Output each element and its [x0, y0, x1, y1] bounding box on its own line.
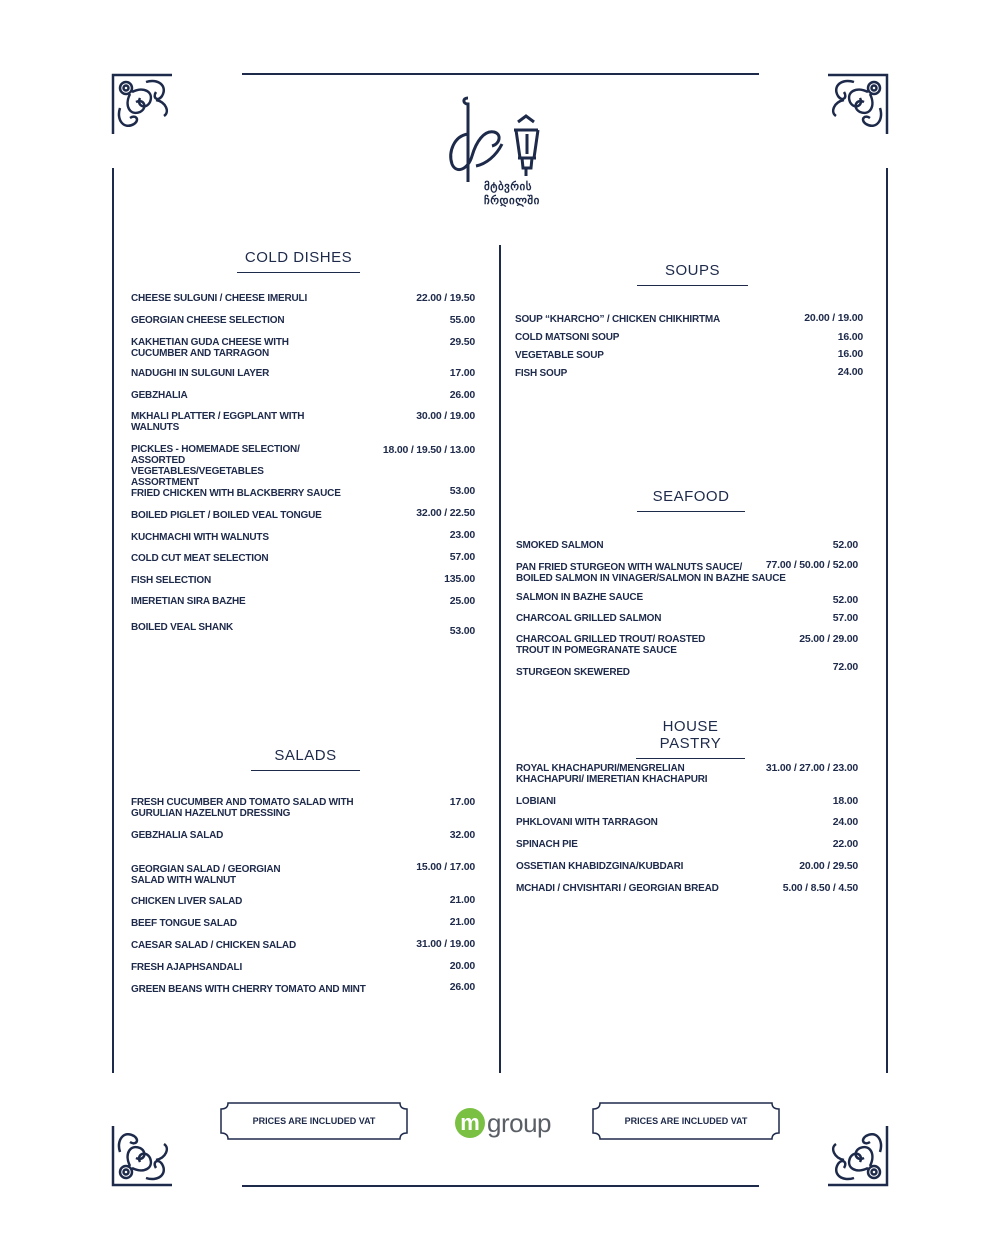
list-item: CHICKEN LIVER SALAD [131, 896, 243, 907]
mgroup-logo [455, 1106, 551, 1140]
lantern-logo-icon [446, 94, 556, 184]
list-item: FRIED CHICKEN WITH BLACKBERRY SAUCE [131, 488, 341, 499]
list-item: BOILED PIGLET / BOILED VEAL TONGUE [131, 510, 322, 521]
section-title-house-pastry: HOUSE PASTRY [636, 718, 745, 759]
list-item: BOILED VEAL SHANK [131, 622, 233, 633]
item-price: 15.00 / 17.00 [416, 861, 475, 873]
item-price: 26.00 [449, 389, 475, 401]
list-item: COLD CUT MEAT SELECTION [131, 553, 269, 564]
item-price: 21.00 [449, 916, 475, 928]
item-price: 20.00 / 29.50 [799, 860, 858, 872]
list-item: VEGETABLE SOUP [515, 350, 604, 361]
list-item: PICKLES - HOMEMADE SELECTION/ ASSORTED VEGETABLES/VEGETABLES ASSORTMENT [131, 444, 300, 488]
list-item: ROYAL KHACHAPURI/MENGRELIAN KHACHAPURI/ IMERETIAN KHACHAPURI [516, 763, 708, 785]
list-item: NADUGHI IN SULGUNI LAYER [131, 368, 270, 379]
list-item: FISH SELECTION [131, 575, 211, 586]
bottom-divider [242, 1185, 759, 1187]
item-price: 32.00 / 22.50 [416, 507, 475, 519]
item-price: 22.00 [832, 838, 858, 850]
vat-notice-left [220, 1102, 408, 1140]
corner-ornament-icon [110, 72, 174, 136]
item-price: 17.00 [449, 367, 475, 379]
vat-notice-right [592, 1102, 780, 1140]
list-item: FRESH AJAPHSANDALI [131, 962, 243, 973]
list-item: CHEESE SULGUNI / CHEESE IMERULI [131, 293, 308, 304]
item-price: 23.00 [449, 529, 475, 541]
item-price: 24.00 [832, 816, 858, 828]
item-price: 52.00 [832, 594, 858, 606]
item-price: 16.00 [837, 348, 863, 360]
list-item: GEORGIAN SALAD / GEORGIAN SALAD WITH WALNUT [131, 864, 281, 886]
item-price: 77.00 / 50.00 / 52.00 [765, 559, 858, 571]
list-item: MKHALI PLATTER / EGGPLANT WITH WALNUTS [131, 411, 305, 433]
list-item: PHKLOVANI WITH TARRAGON [516, 817, 658, 828]
list-item-continued: BOILED SALMON IN VINAGER/SALMON IN BAZHE SAUCE [516, 573, 786, 584]
item-price: 21.00 [449, 894, 475, 906]
center-divider [499, 245, 501, 1073]
corner-ornament-icon [110, 1124, 174, 1188]
list-item: OSSETIAN KHABIDZGINA/KUBDARI [516, 861, 684, 872]
item-price: 20.00 [449, 960, 475, 972]
list-item: COLD MATSONI SOUP [515, 332, 620, 343]
logo-text-line1: მტბვრის [484, 181, 532, 193]
section-title-soups: SOUPS [637, 262, 748, 286]
item-price: 52.00 [832, 539, 858, 551]
list-item: GREEN BEANS WITH CHERRY TOMATO AND MINT [131, 984, 366, 995]
item-price: 57.00 [449, 551, 475, 563]
item-price: 16.00 [837, 331, 863, 343]
list-item: CHARCOAL GRILLED TROUT/ ROASTED TROUT IN POMEGRANATE SAUCE [516, 634, 706, 656]
list-item: SMOKED SALMON [516, 540, 604, 551]
item-price: 17.00 [449, 796, 475, 808]
item-price: 31.00 / 27.00 / 23.00 [765, 762, 858, 774]
list-item: PAN FRIED STURGEON WITH WALNUTS SAUCE/ [516, 562, 743, 573]
logo-text-line2: ჩრდილში [484, 195, 540, 207]
left-border [112, 168, 114, 1073]
top-divider [242, 73, 759, 75]
item-price: 31.00 / 19.00 [416, 938, 475, 950]
list-item: SPINACH PIE [516, 839, 578, 850]
list-item: IMERETIAN SIRA BAZHE [131, 596, 246, 607]
mgroup-logo-text: group [487, 1107, 551, 1138]
right-border [886, 168, 888, 1073]
list-item: MCHADI / CHVISHTARI / GEORGIAN BREAD [516, 883, 719, 894]
section-title-cold-dishes: COLD DISHES [237, 249, 360, 273]
item-price: 25.00 / 29.00 [799, 633, 858, 645]
list-item: SALMON IN BAZHE SAUCE [516, 592, 643, 603]
item-price: 53.00 [449, 485, 475, 497]
item-price: 18.00 [832, 795, 858, 807]
list-item: KAKHETIAN GUDA CHEESE WITH CUCUMBER AND TARRAGON [131, 337, 289, 359]
vat-notice-text: PRICES ARE INCLUDED VAT [624, 1116, 748, 1126]
corner-ornament-icon [826, 1124, 890, 1188]
list-item: GEBZHALIA [131, 390, 188, 401]
list-item: CHARCOAL GRILLED SALMON [516, 613, 662, 624]
list-item: STURGEON SKEWERED [516, 667, 630, 678]
list-item: GEBZHALIA SALAD [131, 830, 224, 841]
item-price: 22.00 / 19.50 [416, 292, 475, 304]
list-item: GEORGIAN CHEESE SELECTION [131, 315, 285, 326]
item-price: 72.00 [832, 661, 858, 673]
section-title-salads: SALADS [251, 747, 360, 771]
item-price: 26.00 [449, 981, 475, 993]
item-price: 32.00 [449, 829, 475, 841]
vat-notice-text: PRICES ARE INCLUDED VAT [252, 1116, 376, 1126]
list-item: BEEF TONGUE SALAD [131, 918, 237, 929]
item-price: 55.00 [449, 314, 475, 326]
item-price: 18.00 / 19.50 / 13.00 [382, 444, 475, 456]
item-price: 5.00 / 8.50 / 4.50 [782, 882, 858, 894]
section-title-seafood: SEAFOOD [637, 488, 745, 512]
list-item: FRESH CUCUMBER AND TOMATO SALAD WITH GURULIAN HAZELNUT DRESSING [131, 797, 354, 819]
item-price: 57.00 [832, 612, 858, 624]
item-price: 20.00 / 19.00 [804, 312, 863, 324]
list-item: CAESAR SALAD / CHICKEN SALAD [131, 940, 296, 951]
item-price: 29.50 [449, 336, 475, 348]
item-price: 25.00 [449, 595, 475, 607]
item-price: 24.00 [837, 366, 863, 378]
item-price: 135.00 [444, 573, 475, 585]
list-item: FISH SOUP [515, 368, 568, 379]
item-price: 53.00 [449, 625, 475, 637]
list-item: KUCHMACHI WITH WALNUTS [131, 532, 269, 543]
restaurant-logo [446, 94, 556, 212]
list-item: SOUP “KHARCHO” / CHICKEN CHIKHIRTMA [515, 314, 721, 325]
item-price: 30.00 / 19.00 [416, 410, 475, 422]
corner-ornament-icon [826, 72, 890, 136]
mgroup-logo-icon: m [455, 1108, 485, 1138]
list-item: LOBIANI [516, 796, 556, 807]
